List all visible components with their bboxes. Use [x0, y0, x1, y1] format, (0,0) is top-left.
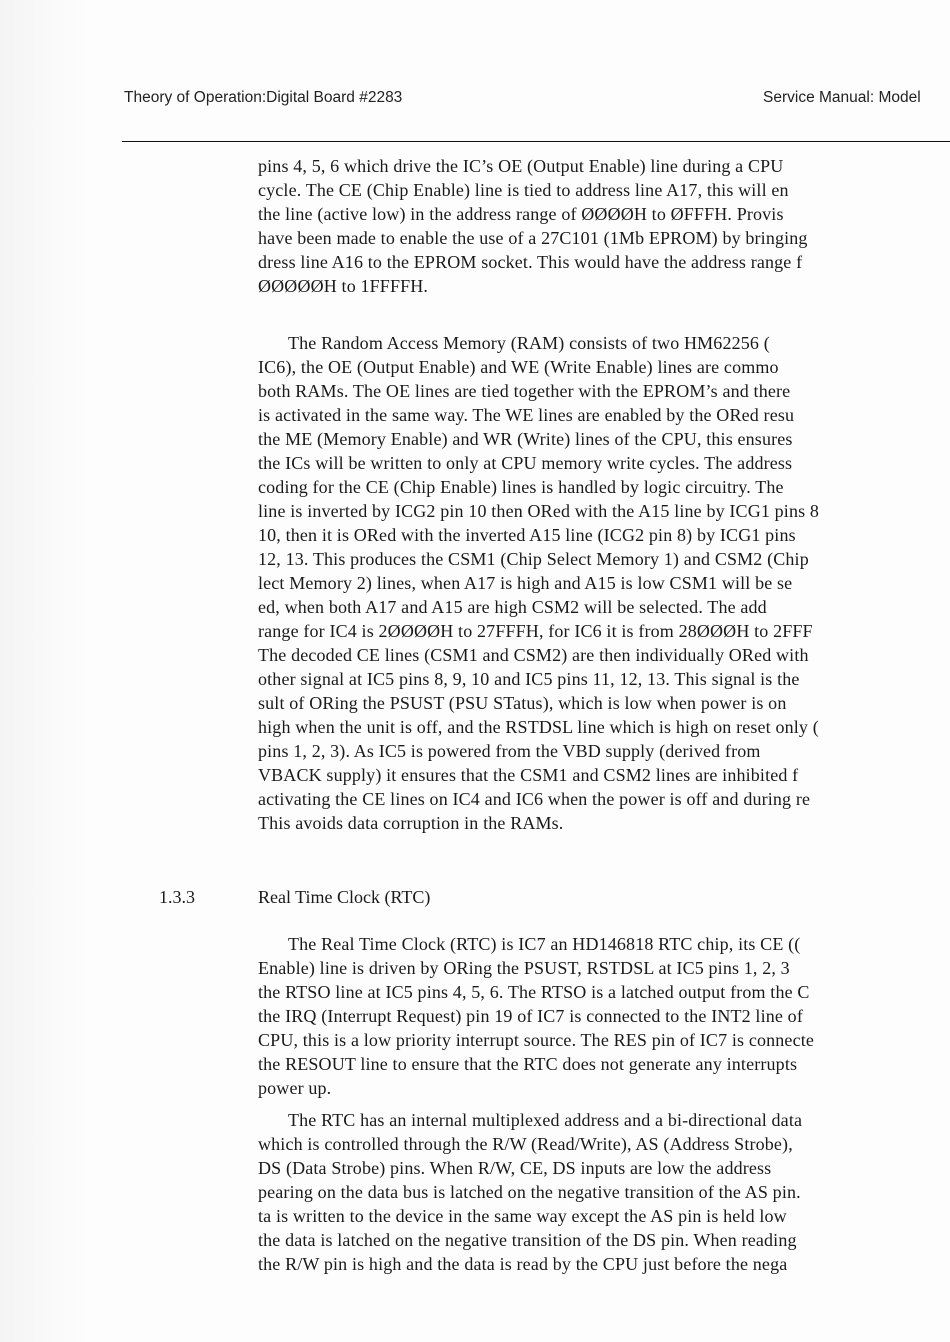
text-line: dress line A16 to the EPROM socket. This would have the address range f: [258, 252, 803, 272]
text-line: The RTC has an internal multiplexed address and a bi-directional data: [288, 1110, 803, 1130]
text-line: power up.: [258, 1078, 332, 1098]
text-line: is activated in the same way. The WE lines are enabled by the ORed resu: [258, 405, 795, 425]
scan-edge-shading: [0, 0, 90, 1342]
text-line: the ME (Memory Enable) and WR (Write) lines of the CPU, this ensures: [258, 429, 793, 449]
text-line: the data is latched on the negative transition of the DS pin. When reading: [258, 1230, 797, 1250]
running-header-left: Theory of Operation:Digital Board #2283: [124, 89, 403, 106]
text-line: cycle. The CE (Chip Enable) line is tied to address line A17, this will en: [258, 180, 789, 200]
text-line: the ICs will be written to only at CPU memory write cycles. The address: [258, 453, 793, 473]
text-line: activating the CE lines on IC4 and IC6 when the power is off and during re: [258, 789, 811, 809]
text-line: IC6), the OE (Output Enable) and WE (Write Enable) lines are commo: [258, 357, 779, 377]
text-line: range for IC4 is 2ØØØØH to 27FFFH, for IC6 it is from 28ØØØH to 2FFF: [258, 621, 813, 641]
section-title: Real Time Clock (RTC): [258, 887, 431, 907]
text-line: pearing on the data bus is latched on the negative transition of the AS pin.: [258, 1182, 801, 1202]
text-line: 10, then it is ORed with the inverted A15 line (ICG2 pin 8) by ICG1 pins: [258, 525, 796, 545]
text-line: pins 1, 2, 3). As IC5 is powered from the VBD supply (derived from: [258, 741, 761, 761]
text-line: ed, when both A17 and A15 are high CSM2 will be selected. The add: [258, 597, 767, 617]
text-line: 12, 13. This produces the CSM1 (Chip Select Memory 1) and CSM2 (Chip: [258, 549, 809, 569]
text-line: CPU, this is a low priority interrupt source. The RES pin of IC7 is connecte: [258, 1030, 814, 1050]
text-line: The Random Access Memory (RAM) consists of two HM62256 (: [288, 333, 770, 353]
text-line: pins 4, 5, 6 which drive the IC’s OE (Output Enable) line during a CPU: [258, 156, 784, 176]
header-rule: [122, 141, 950, 142]
text-line: lect Memory 2) lines, when A17 is high and A15 is low CSM1 will be se: [258, 573, 793, 593]
text-line: The decoded CE lines (CSM1 and CSM2) are then individually ORed with: [258, 645, 809, 665]
text-line: have been made to enable the use of a 27C101 (1Mb EPROM) by bringing: [258, 228, 808, 248]
text-line: the line (active low) in the address range of ØØØØH to ØFFFH. Provis: [258, 204, 784, 224]
text-line: This avoids data corruption in the RAMs.: [258, 813, 564, 833]
text-line: which is controlled through the R/W (Read/Write), AS (Address Strobe),: [258, 1134, 793, 1154]
text-line: ØØØØØH to 1FFFFH.: [258, 276, 429, 296]
running-header-right: Service Manual: Model: [763, 89, 921, 106]
text-line: line is inverted by ICG2 pin 10 then ORed with the A15 line by ICG1 pins 8: [258, 501, 820, 521]
section-number: 1.3.3: [159, 887, 195, 907]
text-line: sult of ORing the PSUST (PSU STatus), which is low when power is on: [258, 693, 787, 713]
text-line: The Real Time Clock (RTC) is IC7 an HD146818 RTC chip, its CE ((: [288, 934, 801, 954]
text-line: DS (Data Strobe) pins. When R/W, CE, DS inputs are low the address: [258, 1158, 772, 1178]
text-line: Enable) line is driven by ORing the PSUST, RSTDSL at IC5 pins 1, 2, 3: [258, 958, 790, 978]
text-line: coding for the CE (Chip Enable) lines is handled by logic circuitry. The: [258, 477, 784, 497]
text-line: high when the unit is off, and the RSTDSL line which is high on reset only (: [258, 717, 819, 737]
text-line: both RAMs. The OE lines are tied together with the EPROM’s and there: [258, 381, 791, 401]
text-line: VBACK supply) it ensures that the CSM1 and CSM2 lines are inhibited f: [258, 765, 799, 785]
text-line: the R/W pin is high and the data is read by the CPU just before the nega: [258, 1254, 788, 1274]
text-line: other signal at IC5 pins 8, 9, 10 and IC5 pins 11, 12, 13. This signal is the: [258, 669, 800, 689]
text-line: ta is written to the device in the same way except the AS pin is held low: [258, 1206, 787, 1226]
text-line: the RTSO line at IC5 pins 4, 5, 6. The RTSO is a latched output from the C: [258, 982, 810, 1002]
text-line: the IRQ (Interrupt Request) pin 19 of IC7 is connected to the INT2 line of: [258, 1006, 803, 1026]
text-line: the RESOUT line to ensure that the RTC does not generate any interrupts: [258, 1054, 798, 1074]
